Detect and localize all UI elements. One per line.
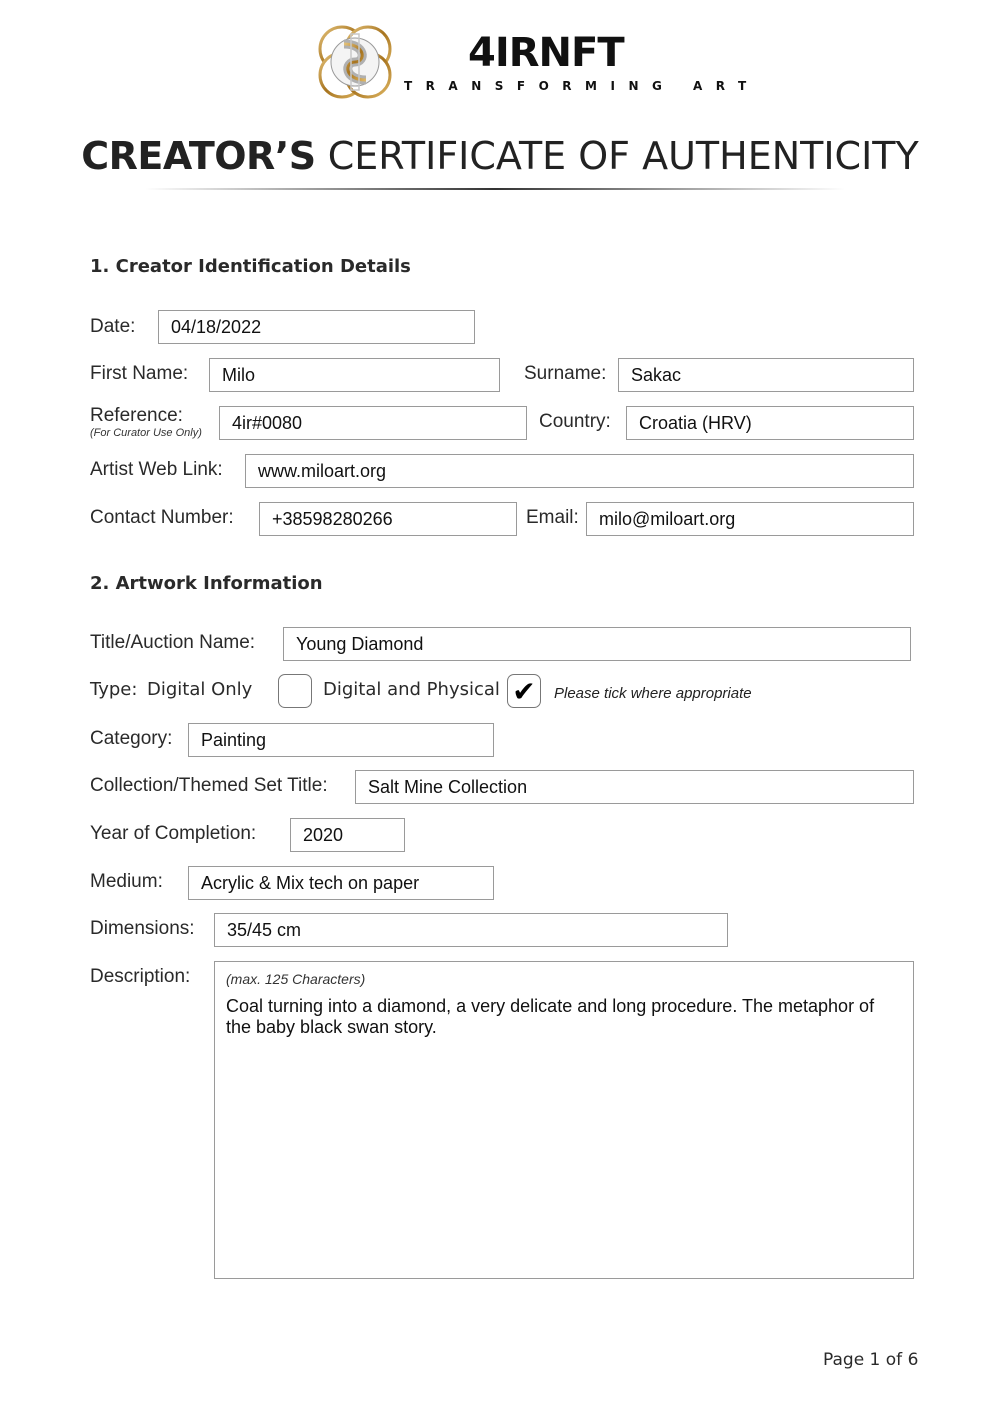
title-divider xyxy=(145,188,845,190)
description-text: Coal turning into a diamond, a very delicate and long procedure. The metaphor of the baby black swan story. xyxy=(226,996,875,1037)
medium-field[interactable]: Acrylic & Mix tech on paper xyxy=(188,866,494,900)
category-label: Category: xyxy=(90,728,173,749)
web-link-label: Artist Web Link: xyxy=(90,459,223,480)
contact-number-label: Contact Number: xyxy=(90,507,234,528)
check-icon: ✔ xyxy=(512,675,536,707)
description-field[interactable] xyxy=(214,961,914,1279)
brand-logo-icon xyxy=(314,22,396,102)
brand-name: 4IRNFT xyxy=(468,30,624,76)
contact-number-field[interactable]: +38598280266 xyxy=(259,502,517,536)
country-field[interactable]: Croatia (HRV) xyxy=(626,406,914,440)
dimensions-label: Dimensions: xyxy=(90,918,195,939)
first-name-field[interactable]: Milo xyxy=(209,358,500,392)
email-field[interactable]: milo@miloart.org xyxy=(586,502,914,536)
year-label: Year of Completion: xyxy=(90,823,257,844)
title-auction-field[interactable]: Young Diamond xyxy=(283,627,911,661)
category-field[interactable]: Painting xyxy=(188,723,494,757)
email-label: Email: xyxy=(526,507,579,528)
country-label: Country: xyxy=(539,411,611,432)
reference-note: (For Curator Use Only) xyxy=(90,427,202,439)
brand-tagline: TRANSFORMING ART xyxy=(404,79,760,93)
title-rest: CERTIFICATE OF AUTHENTICITY xyxy=(327,134,919,178)
section-heading-artwork: 2. Artwork Information xyxy=(90,573,323,594)
reference-label: Reference: xyxy=(90,405,183,426)
date-label: Date: xyxy=(90,316,136,337)
date-field[interactable]: 04/18/2022 xyxy=(158,310,475,344)
description-label: Description: xyxy=(90,966,191,987)
tick-note: Please tick where appropriate xyxy=(554,685,752,702)
description-note: (max. 125 Characters) xyxy=(226,971,366,987)
type-digital-label: Digital Only xyxy=(147,679,253,700)
web-link-field[interactable]: www.miloart.org xyxy=(245,454,914,488)
type-physical-checkbox[interactable] xyxy=(507,674,541,708)
title-auction-label: Title/Auction Name: xyxy=(90,632,256,653)
type-physical-label: Digital and Physical xyxy=(323,679,500,700)
title-bold: CREATOR’S xyxy=(81,134,316,178)
section-heading-creator: 1. Creator Identification Details xyxy=(90,256,411,277)
surname-label: Surname: xyxy=(524,363,607,384)
dimensions-field[interactable]: 35/45 cm xyxy=(214,913,728,947)
page-number: Page 1 of 6 xyxy=(823,1350,919,1370)
collection-label: Collection/Themed Set Title: xyxy=(90,775,328,796)
surname-field[interactable]: Sakac xyxy=(618,358,914,392)
type-digital-checkbox[interactable] xyxy=(278,674,312,708)
collection-field[interactable]: Salt Mine Collection xyxy=(355,770,914,804)
type-label: Type: xyxy=(90,679,138,700)
document-title xyxy=(0,134,1000,178)
first-name-label: First Name: xyxy=(90,363,189,384)
reference-field[interactable]: 4ir#0080 xyxy=(219,406,527,440)
medium-label: Medium: xyxy=(90,871,163,892)
year-field[interactable]: 2020 xyxy=(290,818,405,852)
